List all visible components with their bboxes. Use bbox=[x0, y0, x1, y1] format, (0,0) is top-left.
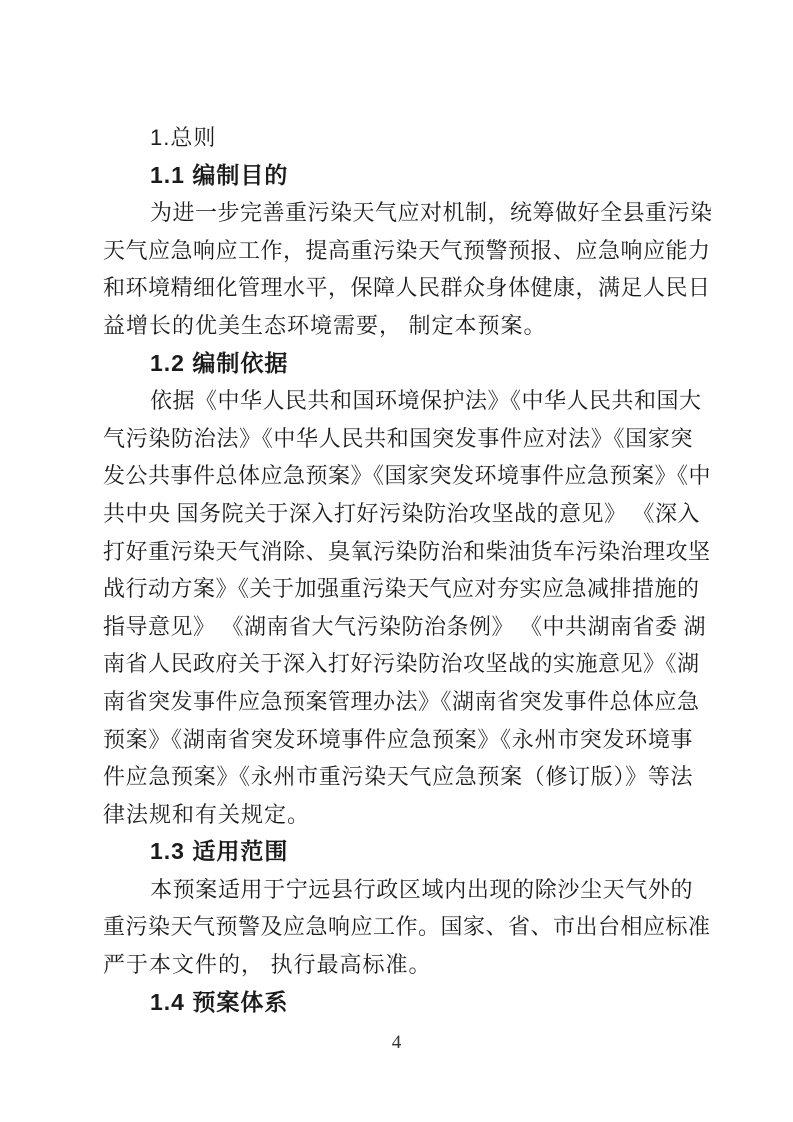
paragraph-line: 南省人民政府关于深入打好污染防治攻坚战的实施意见》《湖 bbox=[103, 651, 700, 677]
document-content bbox=[103, 119, 713, 1021]
paragraph-line: 南省突发事件应急预案管理办法》《湖南省突发事件总体应急 bbox=[103, 688, 700, 714]
paragraph-line: 战行动方案》《关于加强重污染天气应对夯实应急减排措施的 bbox=[103, 576, 700, 602]
paragraph-line: 预案》《湖南省突发环境事件应急预案》《永州市突发环境事 bbox=[103, 726, 693, 752]
section-heading: 1.总则 bbox=[150, 125, 217, 150]
paragraph-line: 严于本文件的， 执行最高标准。 bbox=[103, 952, 432, 978]
paragraph-line: 依据《中华人民共和国环境保护法》《中华人民共和国大 bbox=[150, 388, 702, 414]
page-number: 4 bbox=[391, 1032, 402, 1053]
paragraph-line: 气污染防治法》《中华人民共和国突发事件应对法》《国家突 bbox=[103, 425, 693, 451]
subsection-heading: 1.3 适用范围 bbox=[150, 838, 289, 865]
paragraph bbox=[103, 871, 711, 984]
paragraph-line: 本预案适用于宁远县行政区域内出现的除沙尘天气外的 bbox=[150, 876, 693, 902]
paragraph-line: 共中央 国务院关于深入打好污染防治攻坚战的意见》 《深入 bbox=[103, 500, 701, 526]
paragraph-line: 打好重污染天气消除、臭氧污染防治和柴油货车污染治理攻坚 bbox=[103, 538, 711, 564]
subsection-heading: 1.1 编制目的 bbox=[150, 161, 289, 188]
paragraph-line: 重污染天气预警及应急响应工作。国家、省、市出台相应标准 bbox=[103, 914, 711, 940]
paragraph-line: 和环境精细化管理水平，保障人民群众身体健康，满足人民日 bbox=[103, 275, 711, 301]
paragraph-line: 发公共事件总体应急预案》《国家突发环境事件应急预案》《中 bbox=[103, 463, 712, 489]
paragraph bbox=[103, 382, 712, 833]
paragraph-line: 天气应急响应工作，提高重污染天气预警预报、应急响应能力 bbox=[103, 237, 711, 263]
paragraph-line: 律法规和有关规定。 bbox=[103, 801, 311, 827]
paragraph-line: 件应急预案》《永州市重污染天气应急预案（修订版）》等法 bbox=[103, 764, 693, 790]
paragraph-line: 益增长的优美生态环境需要， 制定本预案。 bbox=[103, 312, 547, 338]
paragraph bbox=[103, 194, 713, 344]
paragraph-line: 指导意见》 《湖南省大气污染防治条例》 《中共湖南省委 湖 bbox=[103, 613, 707, 639]
subsection-heading: 1.2 编制依据 bbox=[150, 349, 289, 376]
paragraph-line: 为进一步完善重污染天气应对机制，统筹做好全县重污染 bbox=[150, 200, 713, 226]
subsection-heading: 1.4 预案体系 bbox=[150, 988, 289, 1015]
